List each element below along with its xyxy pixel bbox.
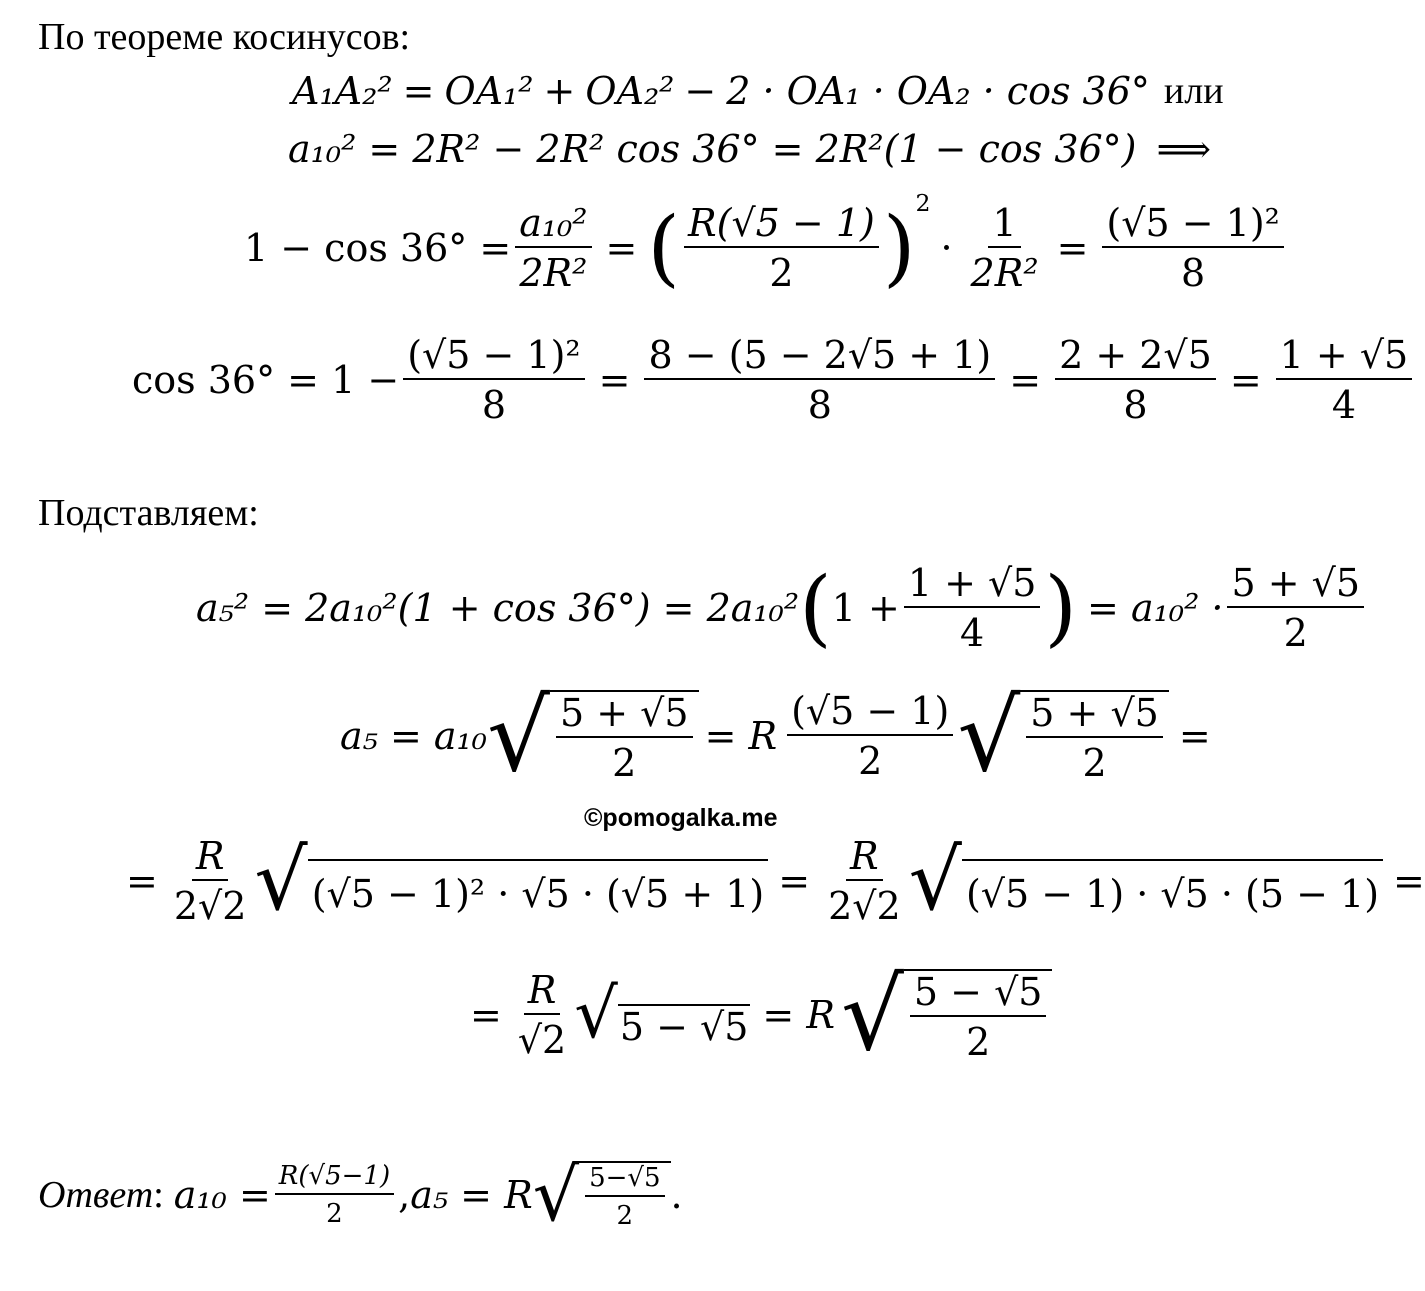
eq3-lhs: 1 − cos 36° =: [244, 226, 512, 270]
eq7-sqrt-1: [254, 831, 768, 930]
eq3-f1-num: a₁₀²: [515, 204, 591, 248]
eq6-radicand-1: [556, 691, 693, 785]
eq1-term2: OA₂²: [585, 69, 675, 113]
eq3-fraction-2: [684, 201, 879, 295]
eq8-f-num: R: [524, 971, 561, 1015]
eq3-equals-2: =: [1056, 226, 1089, 270]
eq5-lhs: a₅² = 2a₁₀²(1 + cos 36°) = 2a₁₀²: [196, 586, 800, 630]
answer-f1-num: R(√5−1): [275, 1163, 394, 1195]
eq4-equals-1: =: [598, 358, 631, 402]
eq8-radicand-2: [910, 970, 1047, 1064]
answer-period: .: [670, 1173, 683, 1217]
eq8-r-num: 5 − √5: [910, 973, 1047, 1017]
eq7-radicand-1: (√5 − 1)² · √5 · (√5 + 1): [311, 871, 765, 916]
eq2-implies: ⟹: [1156, 127, 1211, 171]
eq5-lparen: (: [799, 558, 832, 657]
eq3-f4-num: (√5 − 1)²: [1102, 204, 1283, 248]
eq4-f3-num: 2 + 2√5: [1055, 336, 1216, 380]
radical-icon: √: [487, 679, 550, 795]
eq3-fraction-3: [967, 201, 1043, 295]
eq4-f1-den: 8: [481, 383, 506, 427]
eq7-tail: =: [1393, 859, 1425, 903]
eq7-radicand-2: (√5 − 1) · √5 · (5 − 1): [965, 871, 1380, 916]
answer-radicand: [585, 1165, 664, 1229]
equation-cos36-value: [132, 325, 1416, 435]
eq5-rparen: ): [1044, 558, 1078, 657]
eq5-mid: = a₁₀² ·: [1087, 586, 1224, 630]
eq7-sqrt-1-body: [308, 859, 769, 919]
eq3-f4-den: 8: [1181, 251, 1206, 295]
eq8-sqrt-1: [574, 975, 750, 1055]
eq8-sqrt-2-body: [904, 969, 1053, 1064]
eq3-fraction-1: [515, 201, 591, 295]
eq1-or: или: [1163, 70, 1224, 112]
eq5-fraction-1: [904, 561, 1041, 655]
eq4-f4-den: 4: [1331, 383, 1357, 427]
eq3-f2-den: 2: [769, 251, 794, 295]
eq3-equals: =: [605, 226, 638, 270]
eq4-f2-den: 8: [807, 383, 832, 427]
answer-colon: :: [153, 1174, 164, 1216]
equation-simplify-1: [126, 826, 1425, 936]
eq6-r2-den: 2: [1082, 741, 1107, 785]
answer-sqrt-body: [579, 1161, 670, 1229]
radical-icon: √: [254, 831, 308, 930]
eq4-equals-2: =: [1009, 358, 1042, 402]
eq6-radicand-2: [1026, 691, 1163, 785]
eq1-lhs: A₁A₂²: [292, 69, 393, 113]
eq8-r-den: 2: [966, 1020, 991, 1064]
eq3-fraction-4: [1102, 201, 1283, 295]
answer-r-num: 5−√5: [585, 1165, 664, 1197]
eq3-f1-den: 2R²: [519, 251, 588, 295]
eq6-lhs: a₅ = a₁₀: [340, 714, 488, 758]
eq4-equals-3: =: [1229, 358, 1262, 402]
answer-f1-den: 2: [326, 1199, 343, 1229]
eq6-sqrt-2: [957, 679, 1169, 795]
eq8-lead: =: [470, 993, 502, 1037]
eq7-lead: =: [126, 859, 158, 903]
eq3-dot: ·: [940, 226, 953, 270]
answer-line: [38, 1150, 683, 1240]
radical-icon: √: [840, 958, 904, 1074]
eq6-sqrt-2-body: [1020, 690, 1169, 785]
eq6-sqrt-1: [487, 679, 699, 795]
eq4-fraction-1: [403, 333, 584, 427]
eq7-mid: =: [778, 859, 811, 903]
equation-a5-squared: [196, 548, 1368, 668]
eq8-sqrt-1-body: [618, 1004, 751, 1049]
eq6-sqrt-1-body: [550, 690, 699, 785]
eq8-sqrt-2: [840, 958, 1053, 1074]
eq6-f-den: 2: [858, 739, 883, 783]
eq5-fraction-2: [1227, 561, 1364, 655]
eq1-equals: =: [402, 69, 435, 113]
eq4-f3-den: 8: [1123, 383, 1148, 427]
answer-comma: ,: [398, 1173, 411, 1217]
radical-icon: √: [957, 679, 1021, 795]
eq3-f3-num: 1: [988, 204, 1020, 248]
eq4-fraction-2: [644, 333, 995, 427]
eq2-text: a₁₀² = 2R² − 2R² cos 36° = 2R²(1 − cos 36°): [288, 127, 1137, 171]
eq1-minus: −: [684, 69, 717, 113]
answer-a5: a₅ = R: [410, 1173, 533, 1217]
eq1-term1: OA₁²: [444, 69, 534, 113]
eq3-exponent: 2: [915, 189, 931, 217]
eq4-f4-num: 1 + √5: [1276, 336, 1413, 380]
eq1-plus: +: [543, 69, 576, 113]
eq1-term3: 2 · OA₁ · OA₂ · cos 36°: [726, 69, 1150, 113]
watermark: ©pomogalka.me: [584, 804, 778, 832]
radical-icon: √: [574, 975, 618, 1055]
eq6-mid: = R: [704, 714, 778, 758]
eq7-sqrt-2: [908, 831, 1383, 930]
eq5-f2-num: 5 + √5: [1227, 564, 1364, 608]
answer-r-den: 2: [616, 1201, 634, 1231]
answer-label: Ответ: [38, 1174, 154, 1216]
eq5-f1-den: 4: [960, 611, 985, 655]
eq5-inner: 1 +: [831, 586, 900, 630]
eq7-fraction-2: [824, 834, 905, 928]
radical-icon: √: [532, 1153, 580, 1239]
equation-a5: [340, 676, 1211, 796]
eq6-r2-num: 5 + √5: [1026, 694, 1163, 738]
eq3-f3-den: 2R²: [970, 251, 1039, 295]
eq7-fraction-1: [170, 834, 251, 928]
eq7-f2-den: 2√2: [828, 884, 901, 928]
eq7-f1-den: 2√2: [173, 884, 247, 928]
eq7-f1-num: R: [192, 837, 229, 881]
eq4-f2-num: 8 − (5 − 2√5 + 1): [644, 336, 995, 380]
eq6-f-num: (√5 − 1): [787, 692, 953, 736]
eq5-f1-num: 1 + √5: [904, 564, 1041, 608]
eq3-f2-num: R(√5 − 1): [684, 204, 879, 248]
eq7-f2-num: R: [846, 837, 883, 881]
eq4-fraction-3: [1055, 333, 1216, 427]
eq8-fraction: [514, 968, 570, 1062]
eq4-lhs: cos 36° = 1 −: [132, 358, 400, 402]
answer-fraction-a10: [275, 1163, 394, 1227]
answer-sqrt: [532, 1153, 671, 1239]
heading-substitute: Подставляем:: [38, 492, 259, 534]
radical-icon: √: [908, 831, 962, 930]
eq6-tail: =: [1178, 714, 1211, 758]
eq6-fraction: [787, 689, 953, 783]
eq8-mid: = R: [762, 993, 835, 1037]
eq8-radicand-1: 5 − √5: [619, 1004, 749, 1049]
equation-one-minus-cos: [244, 188, 1288, 308]
eq5-f2-den: 2: [1283, 611, 1308, 655]
eq7-sqrt-2-body: [962, 859, 1383, 919]
eq3-lparen: (: [647, 198, 681, 297]
equation-side-squared: [288, 127, 1211, 171]
heading-cosine-theorem: По теореме косинусов:: [38, 16, 411, 58]
answer-a10: a₁₀ =: [173, 1173, 271, 1217]
eq4-fraction-4: [1276, 333, 1413, 427]
eq6-r1-num: 5 + √5: [556, 694, 693, 738]
equation-simplify-2: [470, 950, 1052, 1080]
eq6-r1-den: 2: [612, 741, 637, 785]
eq4-f1-num: (√5 − 1)²: [403, 336, 584, 380]
eq3-rparen: ): [882, 198, 916, 297]
eq8-f-den: √2: [517, 1018, 567, 1062]
equation-cosine-law: [292, 69, 1224, 113]
